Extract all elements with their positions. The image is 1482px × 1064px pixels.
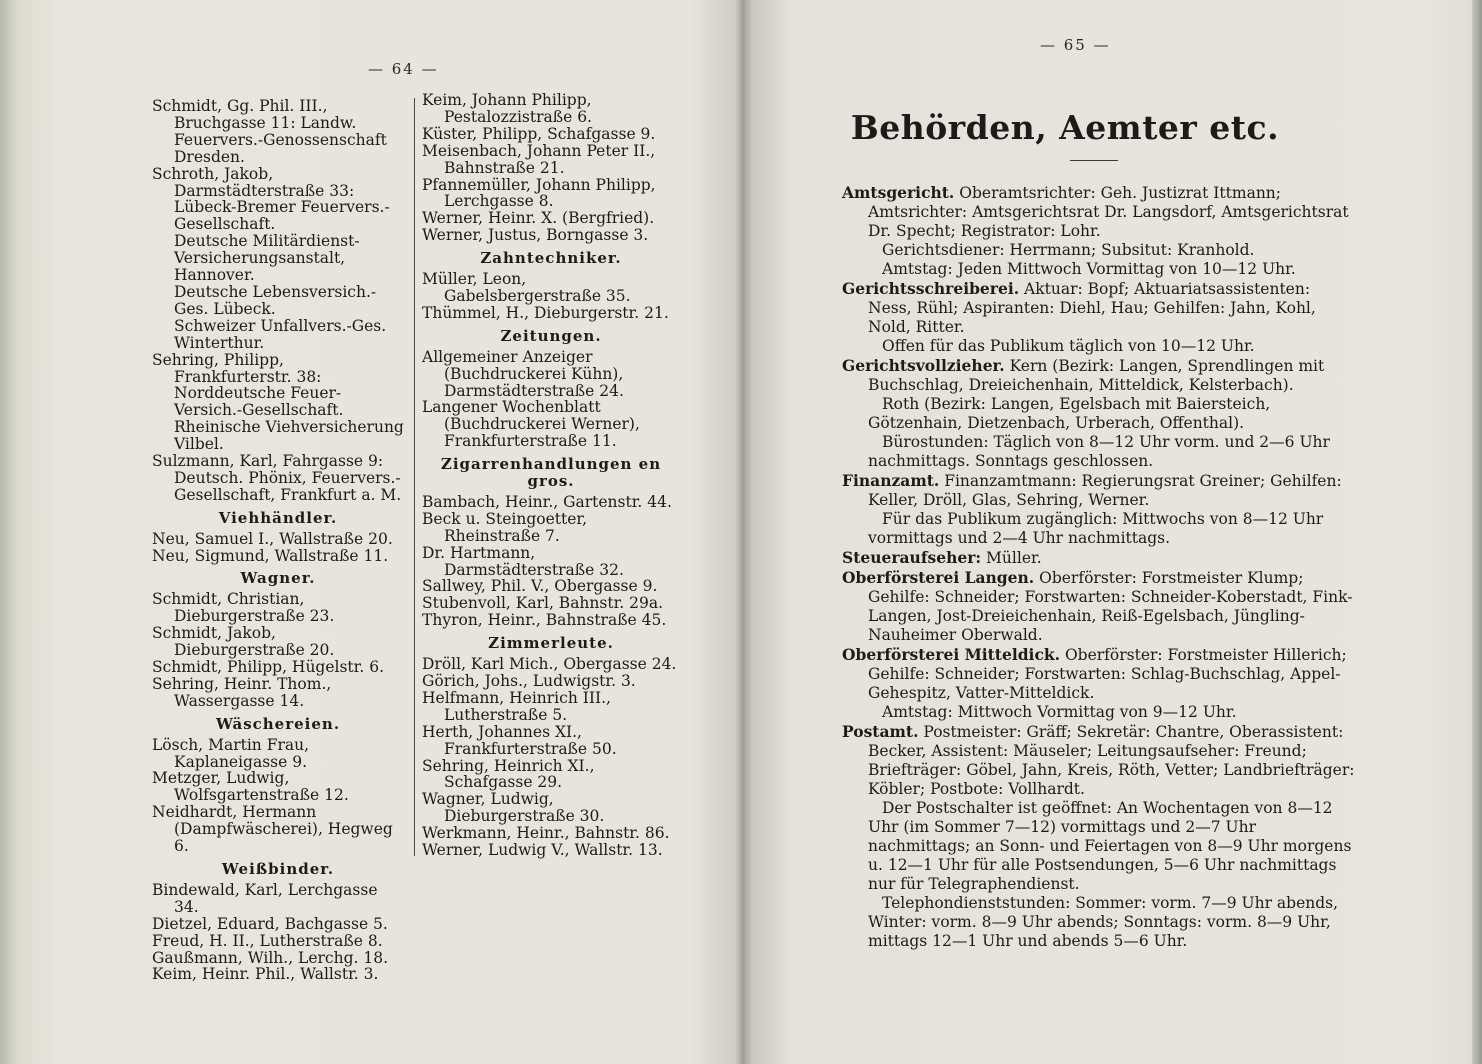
section-heading-weissbinder: Weißbinder. xyxy=(221,859,335,878)
list-item: Werner, Heinr. X. (Bergfried). xyxy=(422,209,655,228)
entry-text: Finanzamtmann: Regierungsrat Greiner; Gehilfen: Keller, Dröll, Glas, Sehring, Werner. xyxy=(868,472,1342,509)
entry-text: Müller. xyxy=(986,549,1042,567)
entry-text: Postmeister: Gräff; Sekretär: Chantre, Oberassistent: Becker, Assistent: Mäuseler; Leitungsaufseher: Freund; Briefträger: Göbel, Jahn, Kreis, Röth, Vetter; Landbriefträger: Köbler; Postbote: Vollhardt. xyxy=(868,723,1355,798)
entry-line: Roth (Bezirk: Langen, Egelsbach mit Baiersteich, Götzenhain, Dietzenbach, Urberach, Offenthal). xyxy=(868,395,1271,432)
left-column-1 xyxy=(152,98,404,983)
section-heading-viehhaendler: Viehhändler. xyxy=(218,508,338,527)
list-item: Langener Wochenblatt (Buchdruckerei Werner), Frankfurterstraße 11. xyxy=(422,398,640,451)
entry-gerichtsvollzieher xyxy=(842,356,1356,395)
entry-line: Telephondienststunden: Sommer: vorm. 7—9 Uhr abends, Winter: vorm. 8—9 Uhr abends; Sonntags: vorm. 8—9 Uhr, mittags 12—1 Uhr und abends 5—6 Uhr. xyxy=(868,894,1339,950)
list-item: Sehring, Heinrich XI., Schafgasse 29. xyxy=(422,756,595,792)
entry-text: Oberamtsrichter: Geh. Justizrat Ittmann; Amtsrichter: Amtsgerichtsrat Dr. Langsdorf, Amtsgerichtsrat Dr. Specht; Registrator: Lohr. xyxy=(868,184,1349,240)
list-item: Lösch, Martin Frau, Kaplaneigasse 9. xyxy=(152,735,310,771)
list-item: Bindewald, Karl, Lerchgasse 34. xyxy=(152,880,378,916)
entry-finanzamt xyxy=(842,471,1356,510)
section-heading-zimmerleute: Zimmerleute. xyxy=(488,634,614,653)
list-item: Schmidt, Christian, Dieburgerstraße 23. xyxy=(152,590,335,626)
entry-line: Offen für das Publikum täglich von 10—12 Uhr. xyxy=(882,337,1255,355)
entry-label: Oberförsterei Langen. xyxy=(842,568,1035,587)
list-item: Schmidt, Jakob, Dieburgerstraße 20. xyxy=(152,624,335,660)
list-item: Wagner, Ludwig, Dieburgerstraße 30. xyxy=(422,790,605,826)
entry-label: Oberförsterei Mitteldick. xyxy=(842,645,1061,664)
list-item: Pfannemüller, Johann Philipp, Lerchgasse 8. xyxy=(422,175,656,211)
list-item: Allgemeiner Anzeiger (Buchdruckerei Kühn), Darmstädterstraße 24. xyxy=(422,347,624,400)
list-item: Schweizer Unfallvers.-Ges. Winterthur. xyxy=(174,316,387,352)
section-heading-zigarren: Zigarrenhandlungen en gros. xyxy=(440,455,662,491)
entry-line: Gerichtsdiener: Herrmann; Subsitut: Kranhold. xyxy=(882,241,1255,259)
entry-line: Bürostunden: Täglich von 8—12 Uhr vorm. und 2—6 Uhr nachmittags. Sonntags geschlossen. xyxy=(868,433,1330,470)
entry-text: Oberförster: Forstmeister Klump; Gehilfe: Schneider; Forstwarten: Schneider-Koberstadt, Fink-Langen, Jost-Dreieichenhain, Reiß-Egelsbach, Jüngling-Nauheimer Oberwald. xyxy=(868,569,1353,644)
list-item: Schmidt, Philipp, Hügelstr. 6. xyxy=(152,658,385,676)
entry-line: Für das Publikum zugänglich: Mittwochs von 8—12 Uhr vormittags und 2—4 Uhr nachmittags. xyxy=(868,510,1324,547)
section-heading-waeschereien: Wäschereien. xyxy=(215,714,341,733)
section-heading-zeitungen: Zeitungen. xyxy=(500,326,602,345)
section-heading-zahntechniker: Zahntechniker. xyxy=(480,249,622,268)
entry-text: Aktuar: Bopf; Aktuariatsassistenten: Ness, Rühl; Aspiranten: Diehl, Hau; Gehilfen: Jahn, Kohl, Nold, Ritter. xyxy=(868,280,1316,336)
list-item: Sehring, Heinr. Thom., Wassergasse 14. xyxy=(152,674,332,710)
list-item: Dietzel, Eduard, Bachgasse 5. xyxy=(152,914,388,933)
entry-line: Der Postschalter ist geöffnet: An Wochentagen von 8—12 Uhr (im Sommer 7—12) vormittags und 2—7 Uhr nachmittags; an Sonn- und Feiertagen von 8—9 Uhr morgens u. 12—1 Uhr für alle Postsendungen, 5—6 Uhr nachmittags nur für Telegraphendienst. xyxy=(868,799,1352,893)
list-item: Werner, Ludwig V., Wallstr. 13. xyxy=(422,841,663,860)
list-item: Müller, Leon, Gabelsbergerstraße 35. xyxy=(422,270,631,305)
list-item: Sulzmann, Karl, Fahrgasse 9: Deutsch. Phönix, Feuervers.-Gesellschaft, Frankfurt a. M. xyxy=(152,452,402,504)
list-item: Dr. Hartmann, Darmstädterstraße 32. xyxy=(422,543,624,579)
entry-line: Amtstag: Mittwoch Vormittag von 9—12 Uhr. xyxy=(882,703,1237,721)
list-item: Schmidt, Gg. Phil. III., Bruchgasse 11: Landw. Feuervers.-Genossenschaft Dresden. xyxy=(152,97,387,166)
entry-label: Steueraufseher: xyxy=(842,548,982,567)
page-edge xyxy=(1472,0,1482,1064)
entry-label: Postamt. xyxy=(842,722,919,741)
authorities-list xyxy=(842,183,1356,951)
entry-oberfoersterei-langen xyxy=(842,568,1356,645)
page-number-right: — 65 — xyxy=(1040,36,1111,54)
list-item: Werkmann, Heinr., Bahnstr. 86. xyxy=(422,824,670,843)
list-item: Deutsche Lebensversich.-Ges. Lübeck. xyxy=(174,282,377,318)
list-item: Metzger, Ludwig, Wolfsgartenstraße 12. xyxy=(152,769,349,805)
list-item: Stubenvoll, Karl, Bahnstr. 29a. xyxy=(422,594,664,613)
entry-amtsgericht xyxy=(842,183,1356,241)
page-title: Behörden, Aemter etc. xyxy=(850,108,1280,147)
list-item: Rheinische Viehversicherung Vilbel. xyxy=(174,418,404,454)
entry-oberfoersterei-mitteldick xyxy=(842,645,1356,703)
entry-label: Finanzamt. xyxy=(842,471,940,490)
list-item: Meisenbach, Johann Peter II., Bahnstraße 21. xyxy=(422,141,656,177)
list-item: Dröll, Karl Mich., Obergasse 24. xyxy=(422,655,677,674)
list-item: Thümmel, H., Dieburgerstr. 21. xyxy=(422,303,669,322)
list-item: Keim, Johann Philipp, Pestalozzistraße 6. xyxy=(422,91,592,126)
list-item: Sehring, Philipp, Frankfurterstr. 38: Norddeutsche Feuer-Versich.-Gesellschaft. xyxy=(152,350,344,420)
title-divider xyxy=(1070,160,1118,161)
list-item: Neidhardt, Hermann (Dampfwäscherei), Hegweg 6. xyxy=(152,803,393,856)
entry-gerichtsschreiberei xyxy=(842,279,1356,337)
entry-line: Amtstag: Jeden Mittwoch Vormittag von 10—12 Uhr. xyxy=(882,260,1296,278)
section-heading-wagner: Wagner. xyxy=(240,569,316,588)
entry-text: Kern (Bezirk: Langen, Sprendlingen mit Buchschlag, Dreieichenhain, Mitteldick, Kelsterbach). xyxy=(868,357,1325,394)
left-column-2 xyxy=(422,92,680,859)
list-item: Neu, Sigmund, Wallstraße 11. xyxy=(152,546,389,565)
list-item: Helfmann, Heinrich III., Lutherstraße 5. xyxy=(422,688,611,724)
entry-label: Amtsgericht. xyxy=(842,183,955,202)
column-divider xyxy=(414,98,415,856)
list-item: Herth, Johannes XI., Frankfurterstraße 50. xyxy=(422,722,617,758)
list-item: Sallwey, Phil. V., Obergasse 9. xyxy=(422,577,658,596)
entry-postamt xyxy=(842,722,1356,799)
list-item: Gaußmann, Wilh., Lerchg. 18. xyxy=(152,948,389,967)
list-item: Freud, H. II., Lutherstraße 8. xyxy=(152,931,383,950)
list-item: Küster, Philipp, Schafgasse 9. xyxy=(422,124,656,143)
entry-steueraufseher xyxy=(842,548,1356,568)
list-item: Werner, Justus, Borngasse 3. xyxy=(422,226,649,245)
list-item: Deutsche Militärdienst-Versicherungsanstalt, Hannover. xyxy=(174,232,360,285)
list-item: Schroth, Jakob, Darmstädterstraße 33: Lübeck-Bremer Feuervers.-Gesellschaft. xyxy=(152,164,390,234)
page-number-left: — 64 — xyxy=(368,60,439,78)
list-item: Thyron, Heinr., Bahnstraße 45. xyxy=(422,611,667,630)
entry-label: Gerichtsvollzieher. xyxy=(842,356,1005,375)
list-item: Bambach, Heinr., Gartenstr. 44. xyxy=(422,492,672,511)
list-item: Beck u. Steingoetter, Rheinstraße 7. xyxy=(422,509,588,545)
entry-text: Oberförster: Forstmeister Hillerich; Gehilfe: Schneider; Forstwarten: Schlag-Buchschlag, Appel-Gehespitz, Vatter-Mitteldick. xyxy=(868,646,1347,702)
list-item: Neu, Samuel I., Wallstraße 20. xyxy=(152,529,393,548)
entry-label: Gerichtsschreiberei. xyxy=(842,279,1020,298)
list-item: Görich, Johs., Ludwigstr. 3. xyxy=(422,672,636,690)
list-item: Keim, Heinr. Phil., Wallstr. 3. xyxy=(152,965,379,984)
